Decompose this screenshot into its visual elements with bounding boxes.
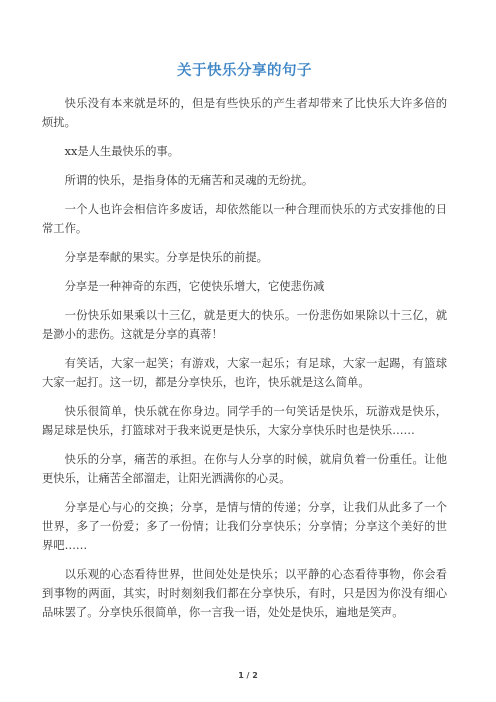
paragraph: 快乐没有本来就是坏的，但是有些快乐的产生者却带来了比快乐大许多倍的烦扰。 xyxy=(42,97,447,129)
paragraph: 分享是奉献的果实。分享是快乐的前提。 xyxy=(64,251,268,264)
paragraph: 以乐观的心态看待世界，世间处处是快乐；以平静的心态看待事物，你会看到事物的两面，其实，时时刻刻我们都在分享快乐，有时，只是因为你没有细心品味罢了。分享快乐很简单，你一言我一语，处处是快乐，遍地是笑声。 xyxy=(42,568,447,619)
paragraph: 有笑话，大家一起笑；有游戏，大家一起乐；有足球，大家一起踢，有篮球大家一起打。这一切，都是分享快乐，也许，快乐就是这么简单。 xyxy=(42,357,447,389)
paragraph: 快乐很简单，快乐就在你身边。同学手的一句笑话是快乐，玩游戏是快乐，踢足球是快乐，打篮球对于我来说更是快乐，大家分享快乐时也是快乐…… xyxy=(42,405,447,437)
paragraph: 分享是一种神奇的东西，它使快乐增大，它使悲伤减 xyxy=(64,280,325,293)
paragraph: xx是人生最快乐的事。 xyxy=(64,145,180,158)
paragraph: 一份快乐如果乘以十三亿，就是更大的快乐。一份悲伤如果除以十三亿，就是渺小的悲伤。这就是分享的真蒂！ xyxy=(42,309,447,341)
paragraph: 分享是心与心的交换；分享，是情与情的传递；分享，让我们从此多了一个世界，多了一份爱；多了一份情；让我们分享快乐；分享情；分享这个美好的世界吧…… xyxy=(42,501,447,552)
paragraph: 快乐的分享，痛苦的承担。在你与人分享的时候，就肩负着一份重任。让他更快乐，让痛苦全部溜走，让阳光洒满你的心灵。 xyxy=(42,453,447,485)
paragraph: 一个人也许会相信许多废话，却依然能以一种合理而快乐的方式安排他的日常工作。 xyxy=(42,203,447,235)
page-title: 关于快乐分享的句子 xyxy=(177,63,312,79)
page-number: 1 / 2 xyxy=(238,671,258,680)
paragraph: 所谓的快乐，是指身体的无痛苦和灵魂的无纷扰。 xyxy=(64,174,314,187)
